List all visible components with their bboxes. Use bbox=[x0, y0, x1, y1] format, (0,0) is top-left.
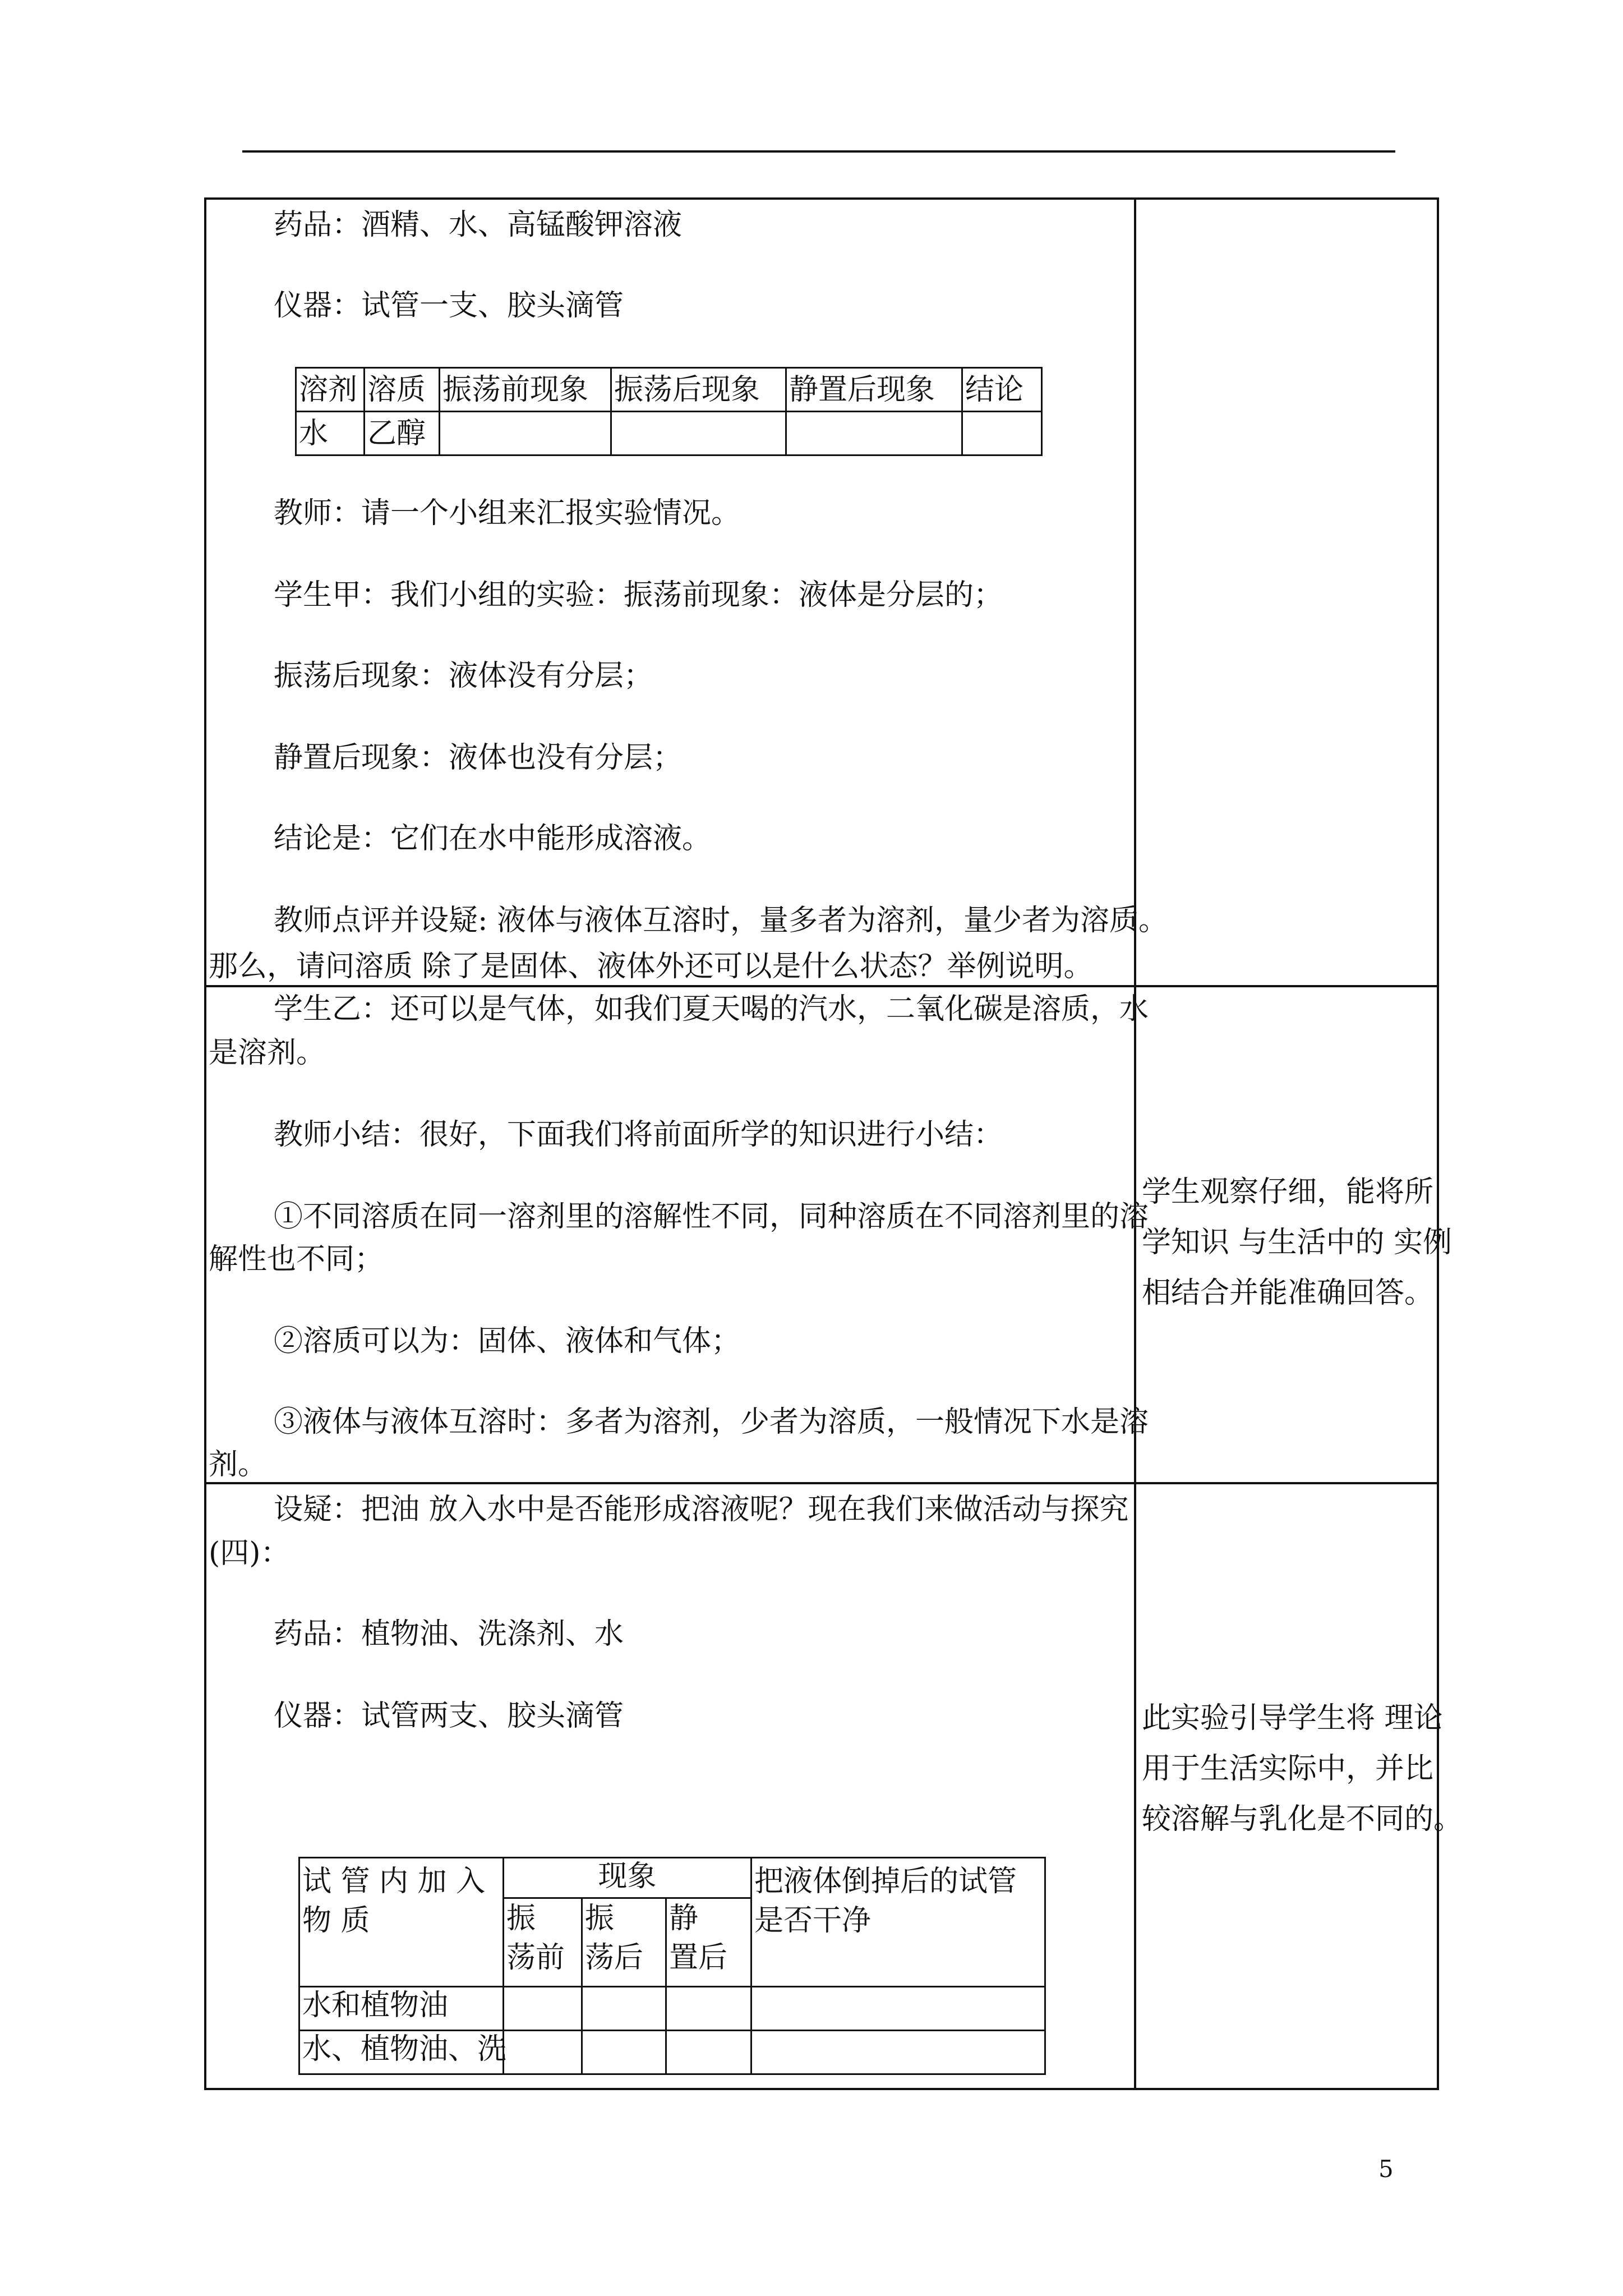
row3-note bbox=[1135, 1483, 1463, 2089]
text-line: ③液体与液体互溶时：多者为溶剂，少者为溶质，一般情况下水是溶 bbox=[274, 1405, 1149, 1439]
table-cell bbox=[611, 412, 786, 455]
text-line: 剂。 bbox=[209, 1448, 268, 1481]
header-rule bbox=[242, 150, 1395, 153]
text-line: 教师小结：很好，下面我们将前面所学的知识进行小结： bbox=[274, 1118, 1003, 1152]
text-line: 学生乙：还可以是气体，如我们夏天喝的汽水，二氧化碳是溶质，水 bbox=[274, 992, 1149, 1026]
table-cell bbox=[666, 1987, 751, 2031]
text-line: ②溶质可以为：固体、液体和气体； bbox=[274, 1324, 741, 1358]
row2-content bbox=[205, 986, 1149, 1483]
table-cell bbox=[751, 1987, 1045, 2031]
lesson-row-1 bbox=[205, 199, 1438, 986]
text-line: 药品：酒精、水、高锰酸钾溶液 bbox=[274, 208, 683, 242]
lesson-table bbox=[204, 197, 1463, 2090]
table-header: 结论 bbox=[962, 368, 1042, 412]
text-line: (四)： bbox=[209, 1536, 290, 1570]
text-line: 设疑：把油 放入水中是否能形成溶液呢？现在我们来做活动与探究 bbox=[274, 1493, 1129, 1526]
table-header: 试 管 内 加 入 物 质 bbox=[299, 1858, 504, 1987]
table-cell bbox=[751, 2031, 1045, 2074]
teacher-note bbox=[1142, 1167, 1452, 1318]
table-cell: 水 bbox=[296, 412, 365, 455]
text-line: 教师点评并设疑: 液体与液体互溶时，量多者为溶剂，量少者为溶质。 bbox=[274, 904, 1168, 937]
lesson-row-2 bbox=[205, 986, 1438, 1483]
row1-note bbox=[1135, 199, 1438, 986]
note-line: 学生观察仔细，能将所 bbox=[1142, 1175, 1434, 1209]
note-line: 此实验引导学生将 理论 bbox=[1142, 1701, 1443, 1735]
table-cell bbox=[582, 1987, 666, 2031]
text-line: 解性也不同； bbox=[209, 1243, 384, 1276]
experiment-table-1 bbox=[295, 367, 1043, 456]
text-line: 学生甲：我们小组的实验：振荡前现象：液体是分层的； bbox=[274, 578, 1003, 612]
text-line: 教师：请一个小组来汇报实验情况。 bbox=[274, 496, 741, 530]
lesson-row-3 bbox=[205, 1483, 1438, 2089]
table-cell bbox=[582, 2031, 666, 2074]
row3-content bbox=[205, 1483, 1135, 2089]
table-header: 把液体倒掉后的试管是否干净 bbox=[751, 1858, 1045, 1987]
teacher-note bbox=[1142, 1693, 1463, 1844]
table-cell bbox=[440, 412, 611, 455]
table-header: 振 荡后 bbox=[582, 1898, 666, 1987]
text-line: 仪器：试管两支、胶头滴管 bbox=[274, 1699, 624, 1733]
text-line: 仪器：试管一支、胶头滴管 bbox=[274, 289, 624, 323]
table-cell: 水、植物油、洗 bbox=[299, 2031, 504, 2074]
table-header-group: 现象 bbox=[504, 1858, 751, 1898]
text-line: 结论是：它们在水中能形成溶液。 bbox=[274, 822, 712, 855]
text-line: 静置后现象：液体也没有分层； bbox=[274, 741, 683, 775]
table-cell bbox=[666, 2031, 751, 2074]
text-line: 振荡后现象：液体没有分层； bbox=[274, 659, 653, 693]
note-line: 学知识 与生活中的 实例 bbox=[1142, 1226, 1453, 1259]
text-line: ①不同溶质在同一溶剂里的溶解性不同，同种溶质在不同溶剂里的溶 bbox=[274, 1200, 1149, 1234]
table-header: 溶剂 bbox=[296, 368, 365, 412]
table-header: 静 置后 bbox=[666, 1898, 751, 1987]
table-header: 溶质 bbox=[365, 368, 440, 412]
table-header: 振荡后现象 bbox=[611, 368, 786, 412]
table-header: 振 荡前 bbox=[504, 1898, 582, 1987]
text-line: 药品：植物油、洗涤剂、水 bbox=[274, 1617, 624, 1651]
table-cell bbox=[962, 412, 1042, 455]
table-cell bbox=[504, 2031, 582, 2074]
note-line: 用于生活实际中，并比 bbox=[1142, 1752, 1434, 1786]
note-line: 相结合并能准确回答。 bbox=[1142, 1276, 1434, 1310]
text-line: 那么，请问溶质 除了是固体、液体外还可以是什么状态？举例说明。 bbox=[209, 950, 1093, 983]
row1-content bbox=[205, 199, 1168, 986]
table-cell: 乙醇 bbox=[365, 412, 440, 455]
table-cell: 水和植物油 bbox=[299, 1987, 504, 2031]
table-header: 振荡前现象 bbox=[440, 368, 611, 412]
page-number: 5 bbox=[1378, 2155, 1394, 2183]
table-cell bbox=[504, 1987, 582, 2031]
row2-note bbox=[1135, 986, 1453, 1483]
note-line: 较溶解与乳化是不同的。 bbox=[1142, 1802, 1463, 1836]
experiment-table-2 bbox=[298, 1857, 1046, 2075]
text-line: 是溶剂。 bbox=[209, 1036, 326, 1070]
table-header: 静置后现象 bbox=[786, 368, 962, 412]
table-cell bbox=[786, 412, 962, 455]
